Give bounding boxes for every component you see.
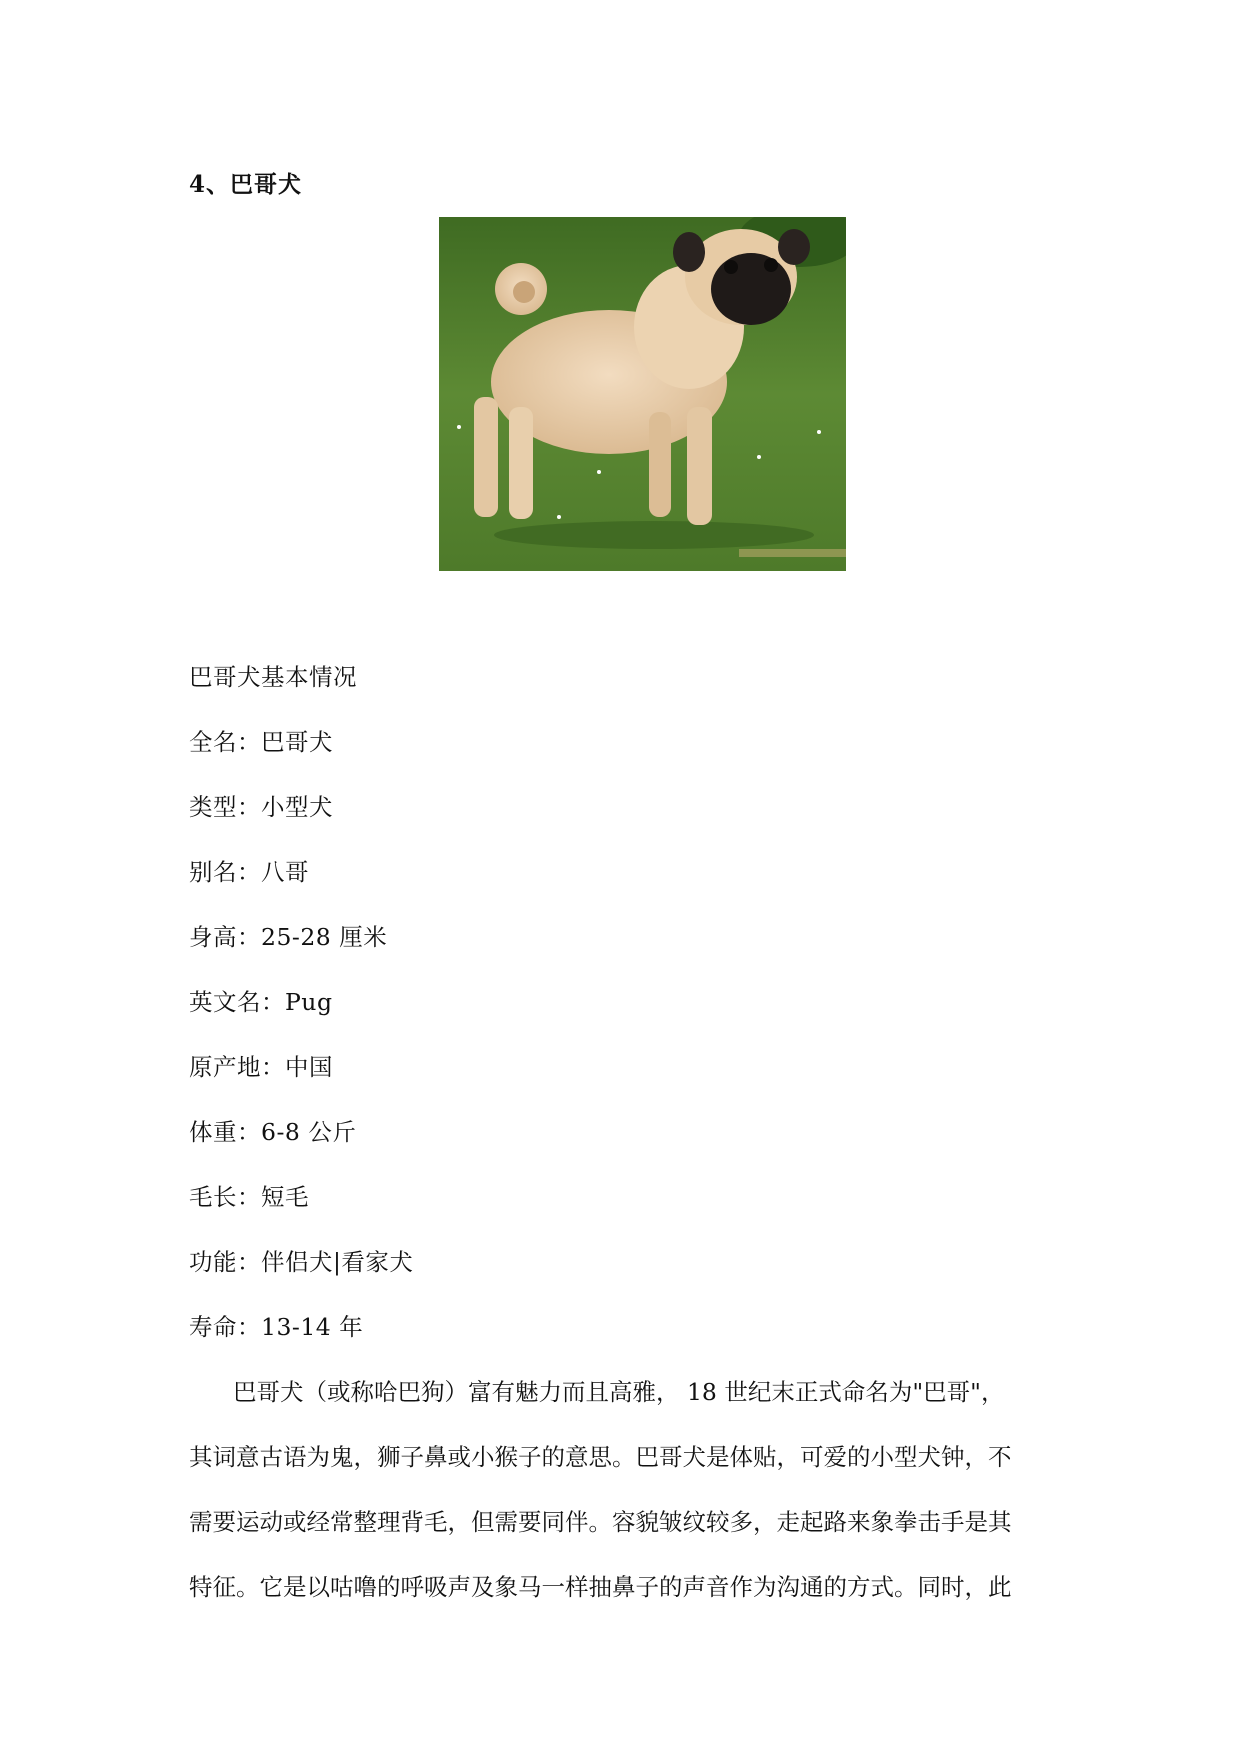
paragraph-line: 特征。它是以咕噜的呼吸声及象马一样抽鼻子的声音作为沟通的方式。同时，此 — [189, 1573, 1012, 1601]
info-weight: 体重：6-8 公斤 — [189, 1118, 357, 1146]
info-origin: 原产地：中国 — [189, 1053, 333, 1081]
info-alias: 别名：八哥 — [189, 858, 309, 886]
info-height: 身高：25-28 厘米 — [189, 923, 388, 951]
info-fullname: 全名：巴哥犬 — [189, 728, 333, 756]
paragraph-line: 其词意古语为鬼，狮子鼻或小猴子的意思。巴哥犬是体贴，可爱的小型犬钟，不 — [189, 1443, 1012, 1471]
info-coat-length: 毛长：短毛 — [189, 1183, 309, 1211]
info-title: 巴哥犬基本情况 — [189, 663, 357, 691]
paragraph-line: 需要运动或经常整理背毛，但需要同伴。容貌皱纹较多，走起路来象拳击手是其 — [189, 1508, 1012, 1536]
info-lifespan: 寿命：13-14 年 — [189, 1313, 364, 1341]
info-english-name: 英文名：Pug — [189, 988, 333, 1016]
paragraph-line: 巴哥犬（或称哈巴狗）富有魅力而且高雅， 18 世纪末正式命名为"巴哥"， — [233, 1378, 1005, 1406]
pug-photo — [439, 217, 846, 571]
info-type: 类型：小型犬 — [189, 793, 333, 821]
section-heading: 4、巴哥犬 — [189, 171, 303, 198]
info-function: 功能：伴侣犬|看家犬 — [189, 1248, 414, 1276]
